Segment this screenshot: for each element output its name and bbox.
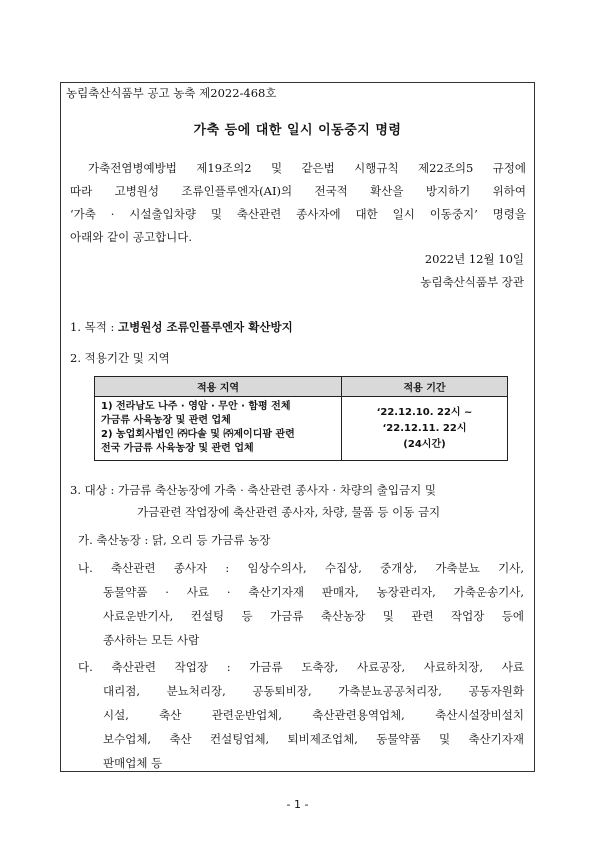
notice-number: 농림축산식품부 공고 농축 제2022-468호 — [66, 86, 277, 100]
intro-line: 아래와 같이 공고합니다. — [70, 230, 193, 244]
region-line: 2) 농업회사법인 ㈜다솔 및 ㈜제이디팜 관련 — [101, 429, 295, 440]
table-cell-period — [342, 397, 508, 461]
notice-date: 2022년 12월 10일 — [424, 252, 524, 266]
region-line: 1) 전라남도 나주 · 영암 · 무안 · 함평 전체 — [101, 401, 291, 412]
section-target-line: 가금관련 작업장에 축산관련 종사자, 차량, 물품 등 이동 금지 — [137, 505, 441, 519]
section-purpose — [70, 320, 293, 334]
table-header-period: 적용 기간 — [342, 377, 508, 397]
period-line: ‘22.12.10. 22시 ~ — [376, 406, 473, 418]
region-line: 전국 가금류 사육농장 및 관련 업체 — [101, 443, 254, 454]
item-workplaces-line: 보수업체, 축산 컨설팅업체, 퇴비제조업체, 동물약품 및 축산기자재 — [103, 732, 524, 746]
page-number: - 1 - — [286, 798, 309, 811]
table-cell-region — [95, 397, 342, 461]
table-row — [95, 397, 508, 461]
item-workers-line: 나. 축산관련 종사자 : 임상수의사, 수집상, 중개상, 가축분뇨 기사, — [78, 561, 524, 575]
period-line: ‘22.12.11. 22시 — [382, 422, 467, 434]
intro-line: 가축전염병예방법 제19조의2 및 같은법 시행규칙 제22조의5 규정에 — [88, 161, 526, 175]
section-period-region-label: 2. 적용기간 및 지역 — [70, 351, 170, 365]
item-workplaces-line: 대리점, 분뇨처리장, 공동퇴비장, 가축분뇨공공처리장, 공동자원화 — [103, 684, 524, 698]
period-line: (24시간) — [403, 438, 446, 450]
item-workplaces-line: 판매업체 등 — [103, 756, 163, 770]
item-workers-line: 사료운반기사, 컨설팅 등 가금류 축산농장 및 관련 작업장 등에 — [103, 609, 524, 623]
intro-line: 따라 고병원성 조류인플루엔자(AI)의 전국적 확산을 방지하기 위하여 — [70, 184, 526, 198]
section-target-line: 3. 대상 : 가금류 축산농장에 가축 · 축산관련 종사자 · 차량의 출입금지 및 — [70, 483, 436, 497]
item-workers-line: 종사하는 모든 사람 — [103, 633, 200, 647]
intro-line: ‘가축 · 시설출입차량 및 축산관련 종사자에 대한 일시 이동중지’ 명령을 — [70, 207, 526, 221]
signatory: 농림축산식품부 장관 — [420, 275, 524, 289]
application-table — [94, 376, 508, 461]
item-workers-line: 동물약품 · 사료 · 축산기자재 판매자, 농장관리자, 가축운송기사, — [103, 585, 524, 599]
table-header-row — [95, 377, 508, 397]
item-workplaces-line: 시설, 축산 관련운반업체, 축산관련용역업체, 축산시설장비설치 — [103, 708, 524, 722]
item-workplaces-line: 다. 축산관련 작업장 : 가금류 도축장, 사료공장, 사료하치장, 사료 — [78, 660, 524, 674]
section-purpose-label: 1. 목적 : — [70, 320, 115, 334]
table-header-region: 적용 지역 — [95, 377, 342, 397]
region-line: 가금류 사육농장 및 관련 업체 — [101, 415, 231, 426]
section-purpose-value: 고병원성 조류인플루엔자 확산방지 — [118, 320, 293, 334]
item-livestock-farm: 가. 축산농장 : 닭, 오리 등 가금류 농장 — [78, 533, 271, 547]
document-title: 가축 등에 대한 일시 이동중지 명령 — [193, 123, 402, 138]
